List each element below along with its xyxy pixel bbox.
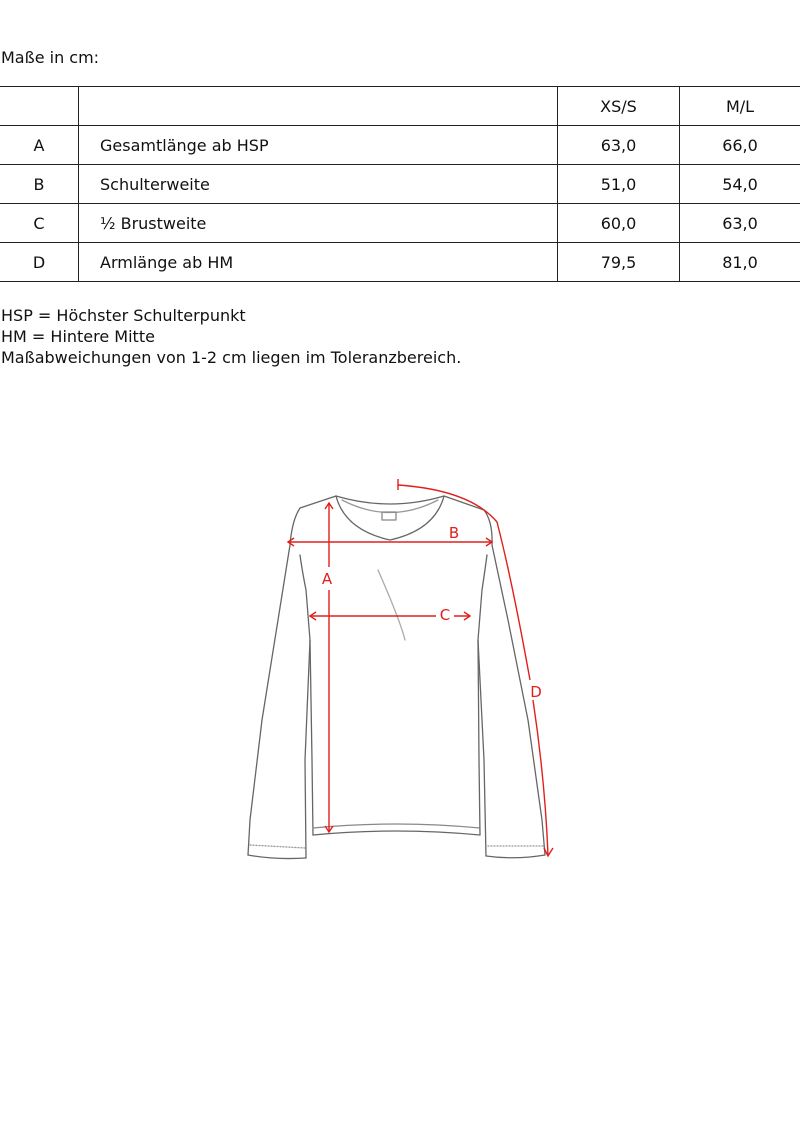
header-xs-s: XS/S <box>558 87 680 126</box>
row-xs-s: 79,5 <box>558 243 680 282</box>
row-label: Schulterweite <box>79 165 558 204</box>
row-xs-s: 63,0 <box>558 126 680 165</box>
label-b: B <box>448 524 460 542</box>
row-code: C <box>0 204 79 243</box>
note-hsp: HSP = Höchster Schulterpunkt <box>1 306 246 325</box>
sweater-sketch <box>248 496 545 859</box>
row-xs-s: 51,0 <box>558 165 680 204</box>
row-label: Gesamtlänge ab HSP <box>79 126 558 165</box>
row-xs-s: 60,0 <box>558 204 680 243</box>
page-title: Maße in cm: <box>1 48 100 67</box>
note-tolerance: Maßabweichungen von 1-2 cm liegen im Toleranzbereich. <box>1 348 462 367</box>
label-d: D <box>530 683 542 701</box>
row-m-l: 81,0 <box>680 243 800 282</box>
row-code: B <box>0 165 79 204</box>
note-hm: HM = Hintere Mitte <box>1 327 155 346</box>
row-label: ½ Brustweite <box>79 204 558 243</box>
label-c: C <box>439 606 451 624</box>
header-m-l: M/L <box>680 87 800 126</box>
row-m-l: 54,0 <box>680 165 800 204</box>
measure-d-line <box>398 485 548 855</box>
row-code: D <box>0 243 79 282</box>
row-m-l: 63,0 <box>680 204 800 243</box>
row-label: Armlänge ab HM <box>79 243 558 282</box>
row-m-l: 66,0 <box>680 126 800 165</box>
label-a: A <box>321 570 333 588</box>
row-code: A <box>0 126 79 165</box>
measurement-lines <box>288 479 553 856</box>
